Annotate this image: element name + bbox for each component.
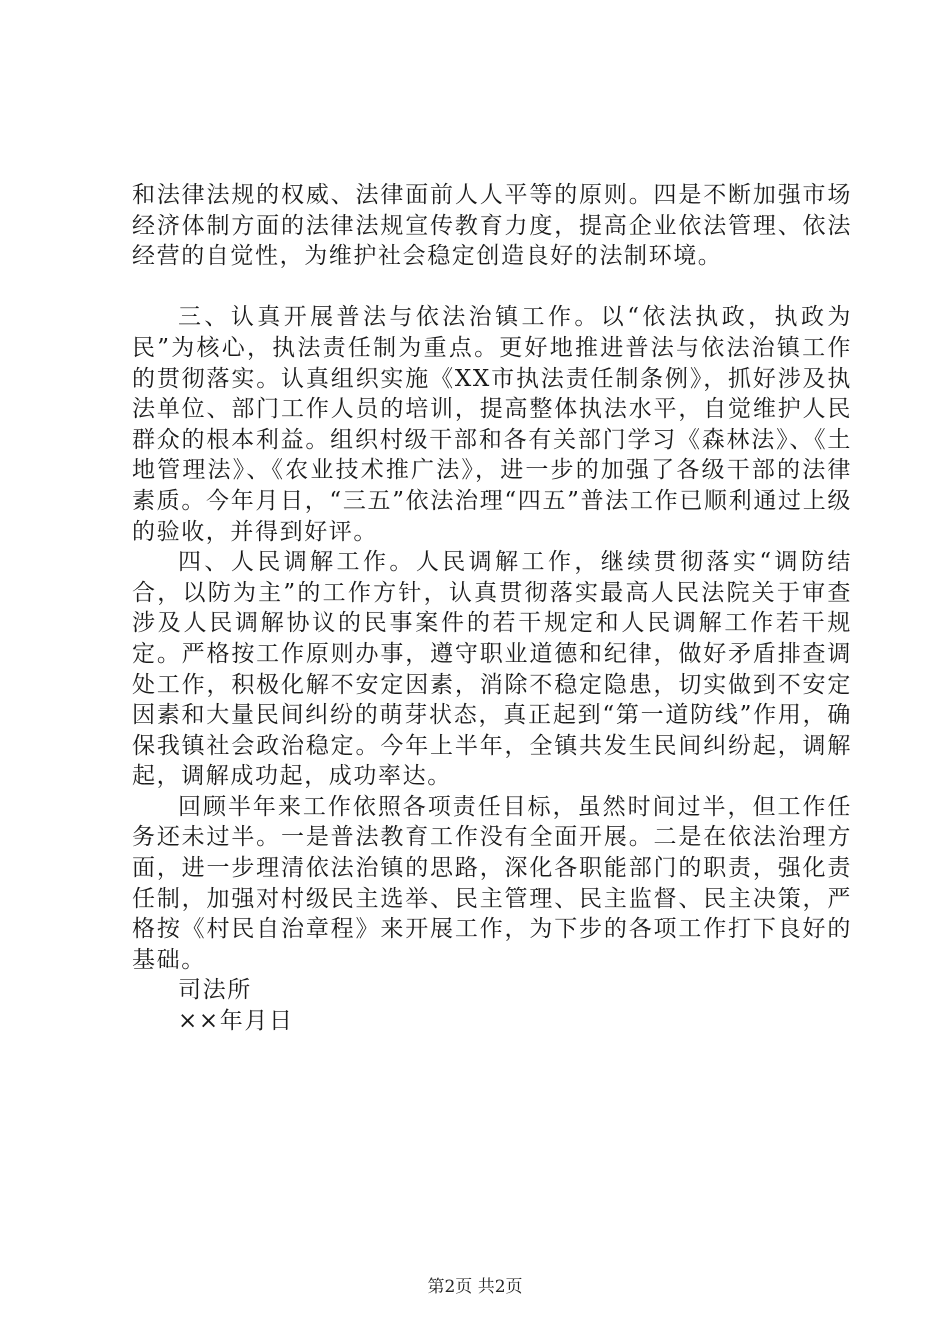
paragraph-section-four: 四、人民调解工作。人民调解工作，继续贯彻落实“调防结合，以防为主”的工作方针，认真贯彻落实最高人民法院关于审查涉及人民调解协议的民事案件的若干规定和人民调解工作若干规定。严格按工作原则办事，遵守职业道德和纪律，做好矛盾排查调处工作，积极化解不安定因素，消除不稳定隐患，切实做到不安定因素和大量民间纠纷的萌芽状态，真正起到“第一道防线”作用，确保我镇社会政治稳定。今年上半年，全镇共发生民间纠纷起，调解起，调解成功起，成功率达。 bbox=[132, 549, 852, 790]
page-footer: 第2页 共2页 bbox=[427, 1277, 523, 1297]
document-body bbox=[132, 180, 852, 1037]
paragraph-continued: 和法律法规的权威、法律面前人人平等的原则。四是不断加强市场经济体制方面的法律法规宣传教育力度，提高企业依法管理、依法经营的自觉性，为维护社会稳定创造良好的法制环境。 bbox=[132, 182, 852, 270]
paragraph-review: 回顾半年来工作依照各项责任目标，虽然时间过半，但工作任务还未过半。一是普法教育工作没有全面开展。二是在依法治理方面，进一步理清依法治镇的思路，深化各职能部门的职责，强化责任制，加强对村级民主选举、民主管理、民主监督、民主决策，严格按《村民自治章程》来开展工作，为下步的各项工作打下良好的基础。 bbox=[132, 793, 852, 973]
signature-date: ××年月日 bbox=[178, 1008, 294, 1035]
signature-office: 司法所 bbox=[178, 977, 252, 1004]
paragraph-section-three: 三、认真开展普法与依法治镇工作。以“依法执政，执政为民”为核心，执法责任制为重点。更好地推进普法与依法治镇工作的贯彻落实。认真组织实施《XX市执法责任制条例》，抓好涉及执法单位、部门工作人员的培训，提高整体执法水平，自觉维护人民群众的根本利益。组织村级干部和各有关部门学习《森林法》、《土地管理法》、《农业技术推广法》，进一步的加强了各级干部的法律素质。今年月日，“三五”依法治理“四五”普法工作已顺利通过上级的验收，并得到好评。 bbox=[132, 304, 852, 545]
